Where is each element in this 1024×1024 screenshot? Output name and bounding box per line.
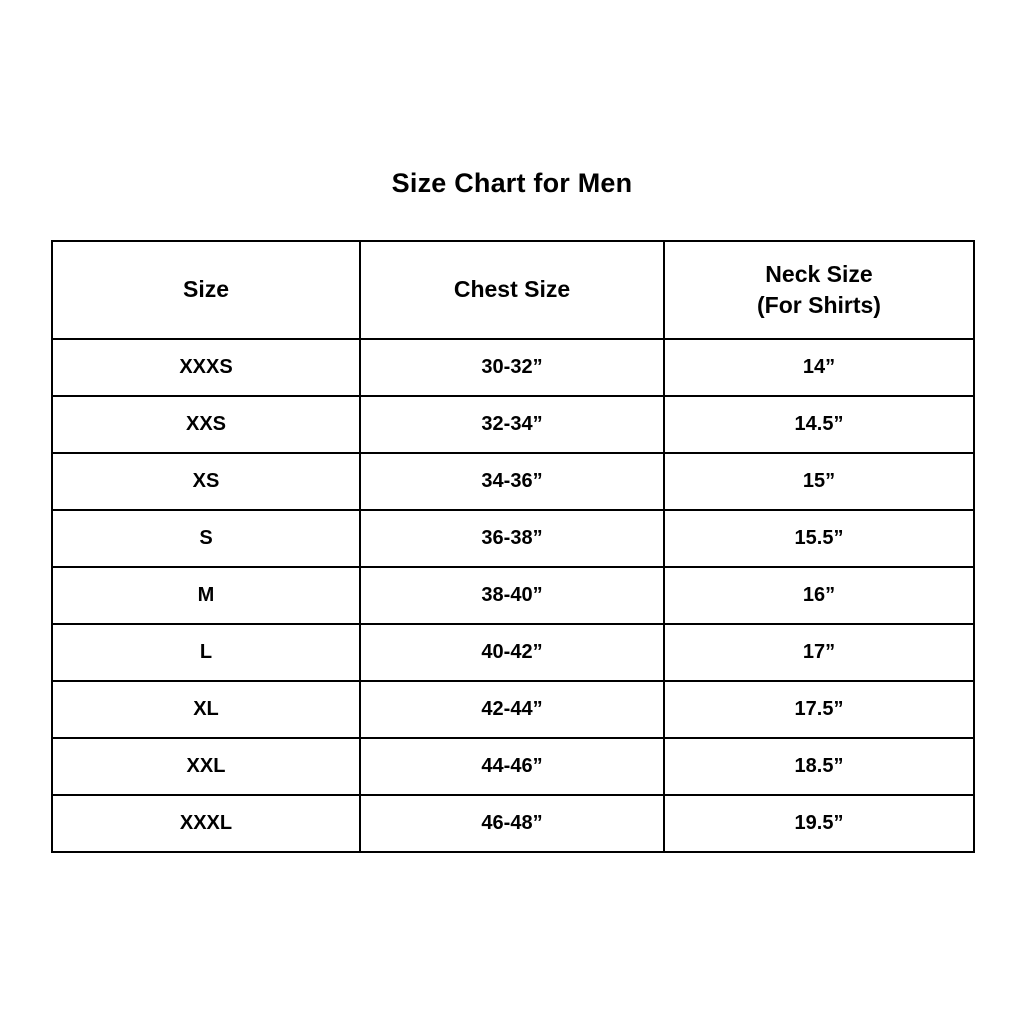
cell-chest: 32-34” bbox=[360, 396, 664, 453]
cell-size: XXS bbox=[52, 396, 360, 453]
column-header-chest-size bbox=[360, 241, 664, 339]
column-header-size-label: Size bbox=[182, 276, 230, 303]
cell-chest: 40-42” bbox=[360, 624, 664, 681]
table-row bbox=[52, 453, 974, 510]
cell-size: XXXL bbox=[52, 795, 360, 852]
table-row bbox=[52, 396, 974, 453]
cell-neck: 16” bbox=[664, 567, 974, 624]
table-row bbox=[52, 738, 974, 795]
page-title: Size Chart for Men bbox=[391, 168, 633, 198]
cell-chest: 42-44” bbox=[360, 681, 664, 738]
cell-neck: 18.5” bbox=[664, 738, 974, 795]
cell-size: XL bbox=[52, 681, 360, 738]
cell-neck: 17.5” bbox=[664, 681, 974, 738]
column-header-size bbox=[52, 241, 360, 339]
table-row bbox=[52, 795, 974, 852]
cell-neck: 15.5” bbox=[664, 510, 974, 567]
column-header-neck-size bbox=[664, 241, 974, 339]
table-row bbox=[52, 510, 974, 567]
table-row bbox=[52, 567, 974, 624]
cell-chest: 38-40” bbox=[360, 567, 664, 624]
column-header-neck-size-sublabel: (For Shirts) bbox=[757, 292, 881, 318]
table-row bbox=[52, 339, 974, 396]
table-header-row bbox=[52, 241, 974, 339]
size-chart-table bbox=[51, 240, 975, 853]
cell-size: XXXS bbox=[52, 339, 360, 396]
cell-neck: 15” bbox=[664, 453, 974, 510]
cell-size: XXL bbox=[52, 738, 360, 795]
cell-size: L bbox=[52, 624, 360, 681]
cell-chest: 44-46” bbox=[360, 738, 664, 795]
cell-chest: 36-38” bbox=[360, 510, 664, 567]
column-header-chest-size-label: Chest Size bbox=[453, 276, 571, 303]
cell-neck: 14.5” bbox=[664, 396, 974, 453]
cell-size: M bbox=[52, 567, 360, 624]
cell-neck: 17” bbox=[664, 624, 974, 681]
table-body bbox=[52, 339, 974, 852]
column-header-neck-size-label: Neck Size bbox=[765, 260, 873, 287]
cell-neck: 14” bbox=[664, 339, 974, 396]
cell-neck: 19.5” bbox=[664, 795, 974, 852]
cell-size: S bbox=[52, 510, 360, 567]
table-row bbox=[52, 681, 974, 738]
cell-chest: 30-32” bbox=[360, 339, 664, 396]
table-header bbox=[52, 241, 974, 339]
cell-chest: 46-48” bbox=[360, 795, 664, 852]
cell-size: XS bbox=[52, 453, 360, 510]
cell-chest: 34-36” bbox=[360, 453, 664, 510]
table-row bbox=[52, 624, 974, 681]
